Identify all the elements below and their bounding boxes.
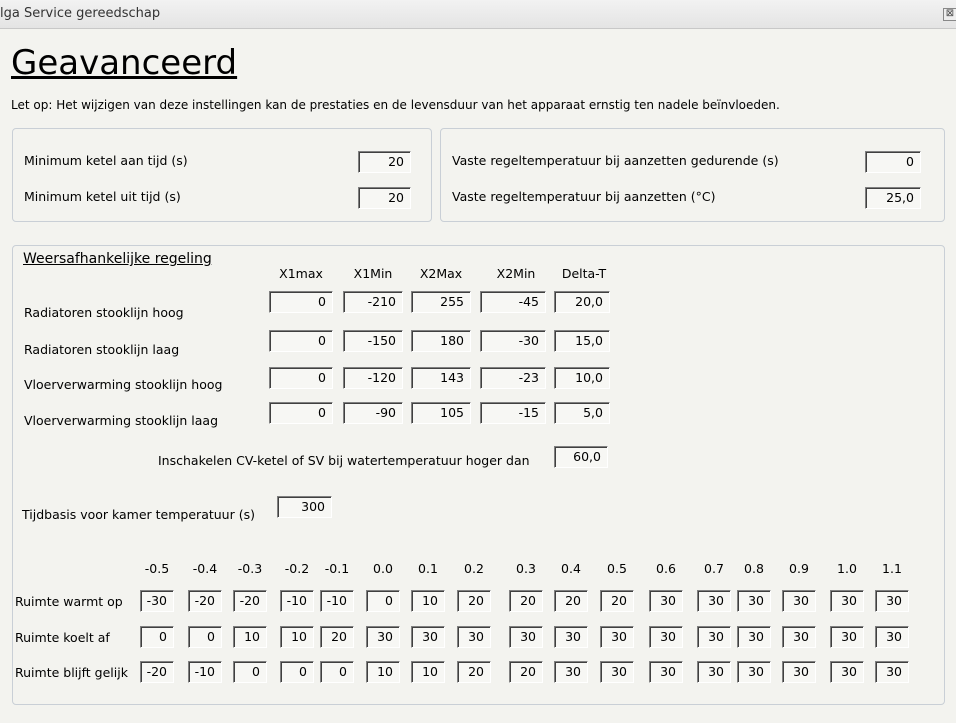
room-col-header: 0.4	[561, 561, 581, 576]
col-header-x1min: X1Min	[353, 266, 393, 281]
room-table-cell[interactable]: 20	[554, 590, 588, 612]
fixed-duration-label: Vaste regeltemperatuur bij aanzetten gedurende (s)	[452, 153, 779, 168]
timebase-field[interactable]: 300	[277, 496, 332, 518]
col-header-x1max: X1max	[279, 266, 323, 281]
col-header-x2min: X2Min	[496, 266, 536, 281]
room-table-cell[interactable]: 30	[366, 626, 400, 648]
curve-field-x2max[interactable]: 143	[411, 367, 471, 389]
room-table-cell[interactable]: -20	[140, 661, 174, 683]
room-col-header: 0.5	[607, 561, 627, 576]
curve-field-x2min[interactable]: -15	[480, 402, 546, 424]
page-title: Geavanceerd	[11, 43, 238, 83]
window-title: lga Service gereedschap	[0, 6, 161, 21]
curve-field-x1min[interactable]: -210	[343, 291, 403, 313]
room-table-cell[interactable]: 30	[697, 661, 731, 683]
curve-field-x2max[interactable]: 255	[411, 291, 471, 313]
room-table-cell[interactable]: 30	[737, 626, 771, 648]
room-table-cell[interactable]: 30	[697, 590, 731, 612]
room-col-header: -0.4	[192, 561, 218, 576]
curve-field-x1min[interactable]: -120	[343, 367, 403, 389]
curve-field-x1max[interactable]: 0	[269, 367, 333, 389]
room-col-header: 0.0	[373, 561, 393, 576]
room-table-cell[interactable]: 30	[649, 626, 683, 648]
room-table-cell[interactable]: 10	[233, 626, 267, 648]
room-table-cell[interactable]: -10	[280, 590, 314, 612]
room-table-cell[interactable]: 20	[509, 661, 543, 683]
curve-field-delta-t[interactable]: 5,0	[554, 402, 610, 424]
room-table-cell[interactable]: 20	[320, 626, 354, 648]
curve-field-x2max[interactable]: 105	[411, 402, 471, 424]
curve-field-delta-t[interactable]: 15,0	[554, 330, 610, 352]
room-col-header: 0.9	[789, 561, 809, 576]
curve-label-floor-high: Vloerverwarming stooklijn hoog	[24, 377, 223, 392]
room-table-cell[interactable]: 0	[188, 626, 222, 648]
room-table-cell[interactable]: 30	[737, 661, 771, 683]
room-table-cell[interactable]: 30	[737, 590, 771, 612]
room-table-cell[interactable]: 30	[697, 626, 731, 648]
room-table-cell[interactable]: 30	[554, 661, 588, 683]
room-table-cell[interactable]: 0	[366, 590, 400, 612]
curve-field-x1max[interactable]: 0	[269, 402, 333, 424]
room-table-cell[interactable]: 0	[140, 626, 174, 648]
room-col-header: 1.1	[882, 561, 902, 576]
room-table-cell[interactable]: 20	[457, 661, 491, 683]
col-header-x2max: X2Max	[419, 266, 463, 281]
room-table-cell[interactable]: 30	[457, 626, 491, 648]
curve-label-floor-low: Vloerverwarming stooklijn laag	[24, 413, 219, 428]
room-table-cell[interactable]: 30	[509, 626, 543, 648]
room-col-header: 0.3	[516, 561, 536, 576]
boiler-timing-panel	[12, 128, 432, 222]
curve-field-x2min[interactable]: -30	[480, 330, 546, 352]
room-table-cell[interactable]: 20	[509, 590, 543, 612]
room-table-cell[interactable]: 30	[830, 661, 864, 683]
curve-field-x2min[interactable]: -45	[480, 291, 546, 313]
room-col-header: -0.1	[324, 561, 350, 576]
room-col-header: -0.3	[237, 561, 263, 576]
weather-title: Weersafhankelijke regeling	[23, 251, 212, 267]
close-icon[interactable]: ⊠	[943, 8, 956, 21]
switch-threshold-field[interactable]: 60,0	[554, 446, 608, 468]
room-row-label: Ruimte warmt op	[15, 594, 123, 609]
room-col-header: 0.6	[656, 561, 676, 576]
curve-field-delta-t[interactable]: 10,0	[554, 367, 610, 389]
room-table-cell[interactable]: 30	[875, 590, 909, 612]
col-header-delta-t: Delta-T	[561, 266, 607, 281]
min-on-label: Minimum ketel aan tijd (s)	[24, 153, 188, 168]
room-row-label: Ruimte blijft gelijk	[15, 665, 128, 680]
room-col-header: 0.1	[418, 561, 438, 576]
weather-control-panel	[12, 245, 945, 705]
fixed-temp-panel	[440, 128, 945, 222]
timebase-label: Tijdbasis voor kamer temperatuur (s)	[22, 507, 255, 522]
room-table-cell[interactable]: 30	[875, 626, 909, 648]
room-table-cell[interactable]: 10	[366, 661, 400, 683]
room-table-cell[interactable]: -30	[140, 590, 174, 612]
curve-field-x1min[interactable]: -150	[343, 330, 403, 352]
room-table-cell[interactable]: 30	[649, 661, 683, 683]
room-col-header: 1.0	[837, 561, 857, 576]
room-col-header: 0.8	[744, 561, 764, 576]
room-table-cell[interactable]: 30	[782, 590, 816, 612]
room-table-cell[interactable]: 0	[280, 661, 314, 683]
room-table-cell[interactable]: 10	[411, 661, 445, 683]
room-table-cell[interactable]: 30	[782, 661, 816, 683]
room-table-cell[interactable]: 0	[233, 661, 267, 683]
warning-text: Let op: Het wijzigen van deze instellingen kan de prestaties en de levensduur van het apparaat ernstig ten nadele beïnvloeden.	[11, 98, 780, 112]
curve-label-radiator-high: Radiatoren stooklijn hoog	[24, 305, 184, 320]
room-table-cell[interactable]: -20	[188, 590, 222, 612]
room-row-label: Ruimte koelt af	[15, 630, 110, 645]
room-table-cell[interactable]: 30	[830, 590, 864, 612]
room-table-cell[interactable]: -10	[188, 661, 222, 683]
room-col-header: 0.7	[704, 561, 724, 576]
fixed-temp-label: Vaste regeltemperatuur bij aanzetten (°C)	[452, 189, 716, 204]
room-col-header: -0.5	[144, 561, 170, 576]
room-col-header: -0.2	[284, 561, 310, 576]
room-table-cell[interactable]: 0	[320, 661, 354, 683]
min-off-field[interactable]: 20	[358, 187, 411, 209]
room-table-cell[interactable]: 30	[649, 590, 683, 612]
room-table-cell[interactable]: -20	[233, 590, 267, 612]
fixed-duration-field[interactable]: 0	[865, 151, 921, 173]
switch-threshold-label: Inschakelen CV-ketel of SV bij watertemperatuur hoger dan	[158, 453, 530, 468]
curve-field-x1min[interactable]: -90	[343, 402, 403, 424]
room-table-cell[interactable]: 10	[411, 590, 445, 612]
room-table-cell[interactable]: -10	[320, 590, 354, 612]
fixed-temp-field[interactable]: 25,0	[865, 187, 921, 209]
curve-field-x1max[interactable]: 0	[269, 330, 333, 352]
room-table-cell[interactable]: 30	[875, 661, 909, 683]
room-table-cell[interactable]: 30	[830, 626, 864, 648]
curve-label-radiator-low: Radiatoren stooklijn laag	[24, 342, 180, 357]
room-table-cell[interactable]: 10	[280, 626, 314, 648]
room-table-cell[interactable]: 30	[782, 626, 816, 648]
room-table-cell[interactable]: 30	[600, 626, 634, 648]
curve-field-delta-t[interactable]: 20,0	[554, 291, 610, 313]
room-table-cell[interactable]: 30	[411, 626, 445, 648]
room-table-cell[interactable]: 30	[600, 661, 634, 683]
curve-field-x2min[interactable]: -23	[480, 367, 546, 389]
min-off-label: Minimum ketel uit tijd (s)	[24, 189, 181, 204]
room-table-cell[interactable]: 20	[457, 590, 491, 612]
room-table-cell[interactable]: 20	[600, 590, 634, 612]
title-bar	[0, 0, 956, 29]
curve-field-x1max[interactable]: 0	[269, 291, 333, 313]
room-table-cell[interactable]: 30	[554, 626, 588, 648]
room-col-header: 0.2	[464, 561, 484, 576]
curve-field-x2max[interactable]: 180	[411, 330, 471, 352]
min-on-field[interactable]: 20	[358, 151, 411, 173]
